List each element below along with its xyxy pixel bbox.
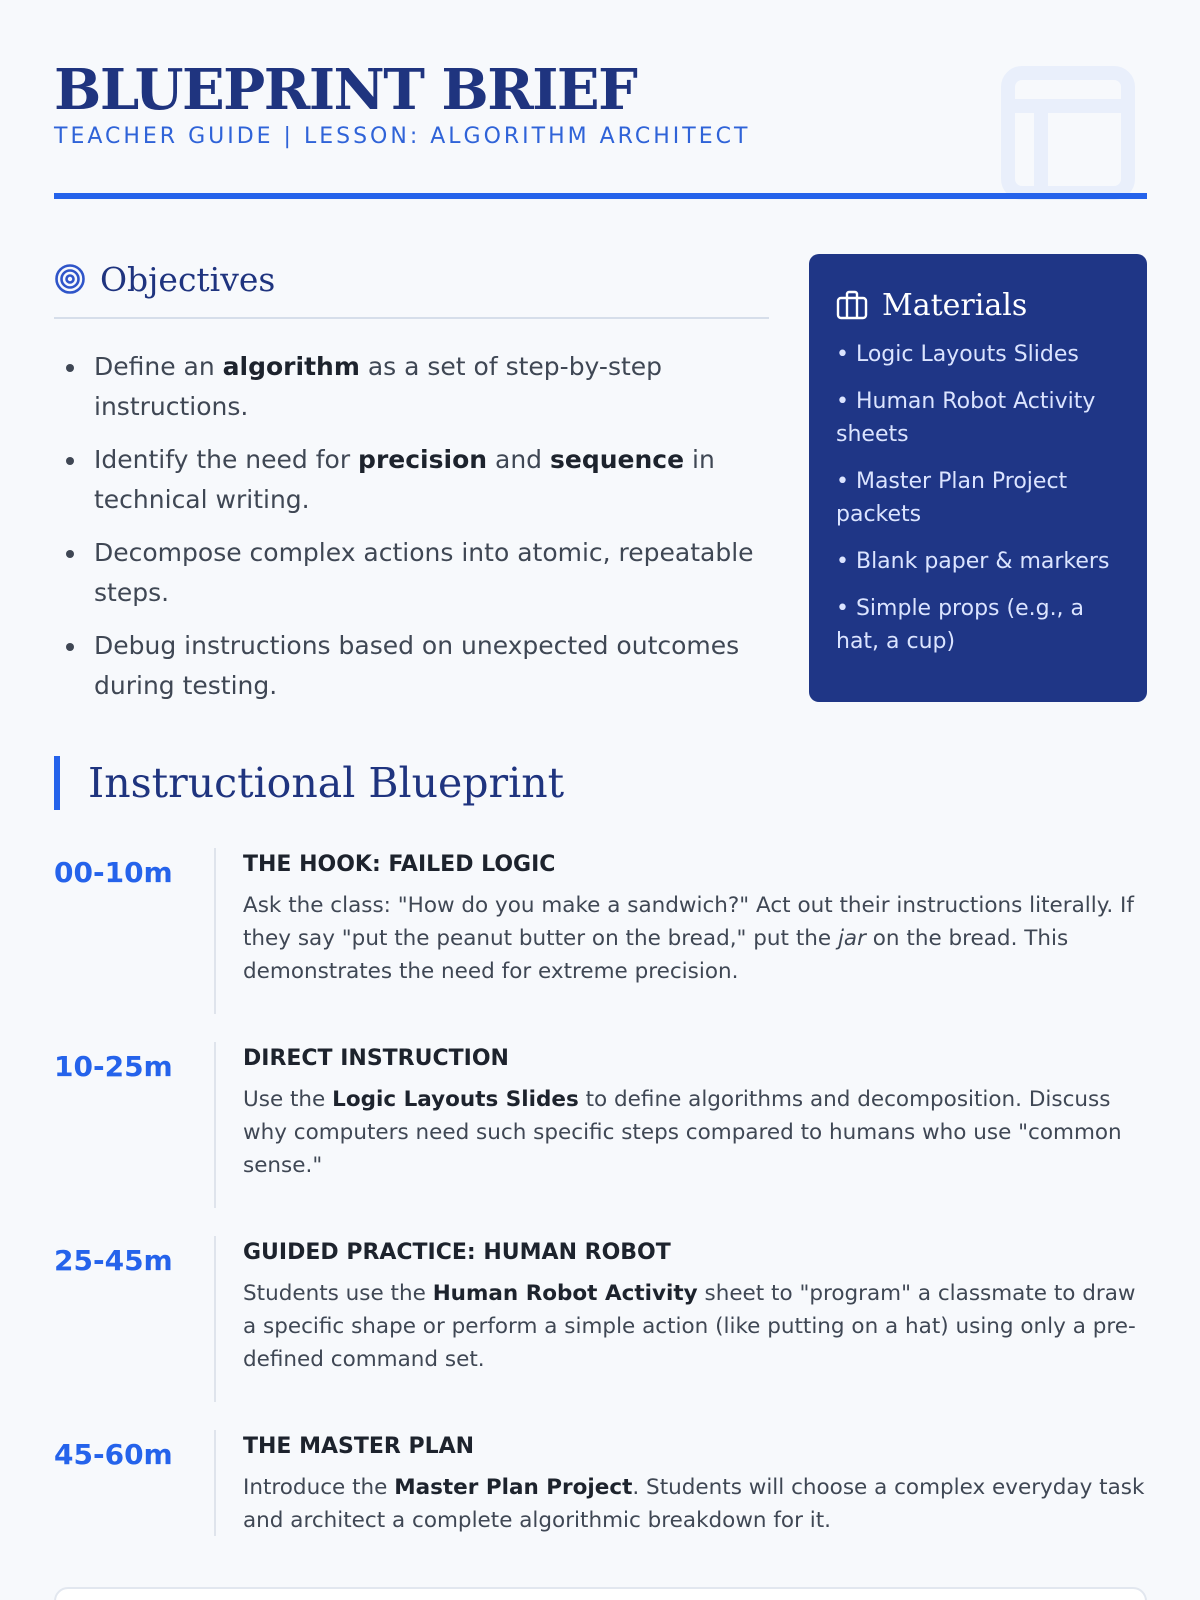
materials-item: • Logic Layouts Slides [836,342,1079,367]
step-description [243,1471,1147,1537]
objective-text: Define an [94,352,223,381]
objective-item [54,347,769,427]
materials-item: • Blank paper & markers [836,549,1110,574]
step-italic: jar [837,926,866,951]
objective-text: Debug instructions based on unexpected outcomes during testing. [94,631,740,700]
blueprint-accent-bar [54,756,60,810]
lesson-page [54,0,1147,1600]
step-body [214,1430,1147,1536]
timeline-step [54,1236,1147,1430]
step-text: Students use the [243,1281,433,1306]
timeline-step [54,1042,1147,1236]
materials-item: • Human Robot Activity sheets [836,389,1096,447]
step-description [243,1277,1147,1376]
objective-keyword: sequence [549,445,685,474]
objective-keyword: algorithm [222,352,360,381]
step-body [214,1236,1147,1402]
step-time: 00-10m [54,856,173,889]
step-text: Use the [243,1087,333,1112]
step-label: DIRECT INSTRUCTION [243,1046,509,1071]
step-emphasis: Logic Layouts Slides [332,1087,579,1112]
blueprint-timeline [54,848,1147,1550]
blueprint-header [54,755,564,811]
step-emphasis: Master Plan Project [394,1475,633,1500]
page-subtitle: TEACHER GUIDE | LESSON: ALGORITHM ARCHITECT [54,124,751,149]
step-time: 10-25m [54,1050,173,1083]
objective-keyword: precision [358,445,488,474]
blueprint-title: Instructional Blueprint [88,759,565,807]
timeline-step [54,848,1147,1042]
step-label: THE HOOK: FAILED LOGIC [243,852,556,877]
objective-item [54,626,769,706]
objective-text: in technical writing. [94,445,715,514]
materials-header [836,284,1121,326]
step-text: sheet to "program" a classmate to draw a specific shape or perform a simple action (like putting on a hat) using only a pre-defined command set. [243,1281,1136,1372]
target-icon [54,263,86,295]
objective-text: and [487,445,550,474]
objectives-header [54,255,769,303]
step-description [243,889,1147,988]
footer-card [54,1587,1147,1600]
layout-icon [1001,66,1135,200]
step-label: GUIDED PRACTICE: HUMAN ROBOT [243,1240,671,1265]
objectives-divider [54,317,769,319]
materials-item: • Simple props (e.g., a hat, a cup) [836,596,1085,654]
step-emphasis: Human Robot Activity [432,1281,698,1306]
step-time: 25-45m [54,1244,173,1277]
objectives-title: Objectives [100,259,276,299]
header [54,58,1147,200]
materials-list [836,338,1121,658]
objective-item [54,533,769,613]
step-body [214,848,1147,1014]
objectives-list [54,347,769,706]
step-text: Introduce the [243,1475,395,1500]
materials-card [809,254,1147,702]
step-description [243,1083,1147,1182]
materials-item: • Master Plan Project packets [836,469,1068,527]
step-label: THE MASTER PLAN [243,1434,475,1459]
page-title: BLUEPRINT BRIEF [54,57,637,123]
step-text: . Students will choose a complex everyday task and architect a complete algorithmic breakdown for it. [243,1475,1145,1533]
objective-text: as a set of step-by-step instructions. [94,352,663,421]
header-divider [54,193,1147,199]
objective-text: Identify the need for [94,445,359,474]
step-body [214,1042,1147,1208]
step-text: to define algorithms and decomposition. Discuss why computers need such specific steps compared to humans who use "common sense." [243,1087,1122,1178]
step-time: 45-60m [54,1438,173,1471]
objective-text: Decompose complex actions into atomic, repeatable steps. [94,538,754,607]
timeline-step [54,1430,1147,1550]
step-text: on the bread. This demonstrates the need for extreme precision. [243,926,1069,984]
step-text: Ask the class: "How do you make a sandwich?" Act out their instructions literally. If they say "put the peanut butter on the bread," put the [243,893,1134,951]
materials-title: Materials [882,287,1028,323]
objective-item [54,440,769,520]
objectives-section [54,255,769,719]
briefcase-icon [836,290,868,320]
